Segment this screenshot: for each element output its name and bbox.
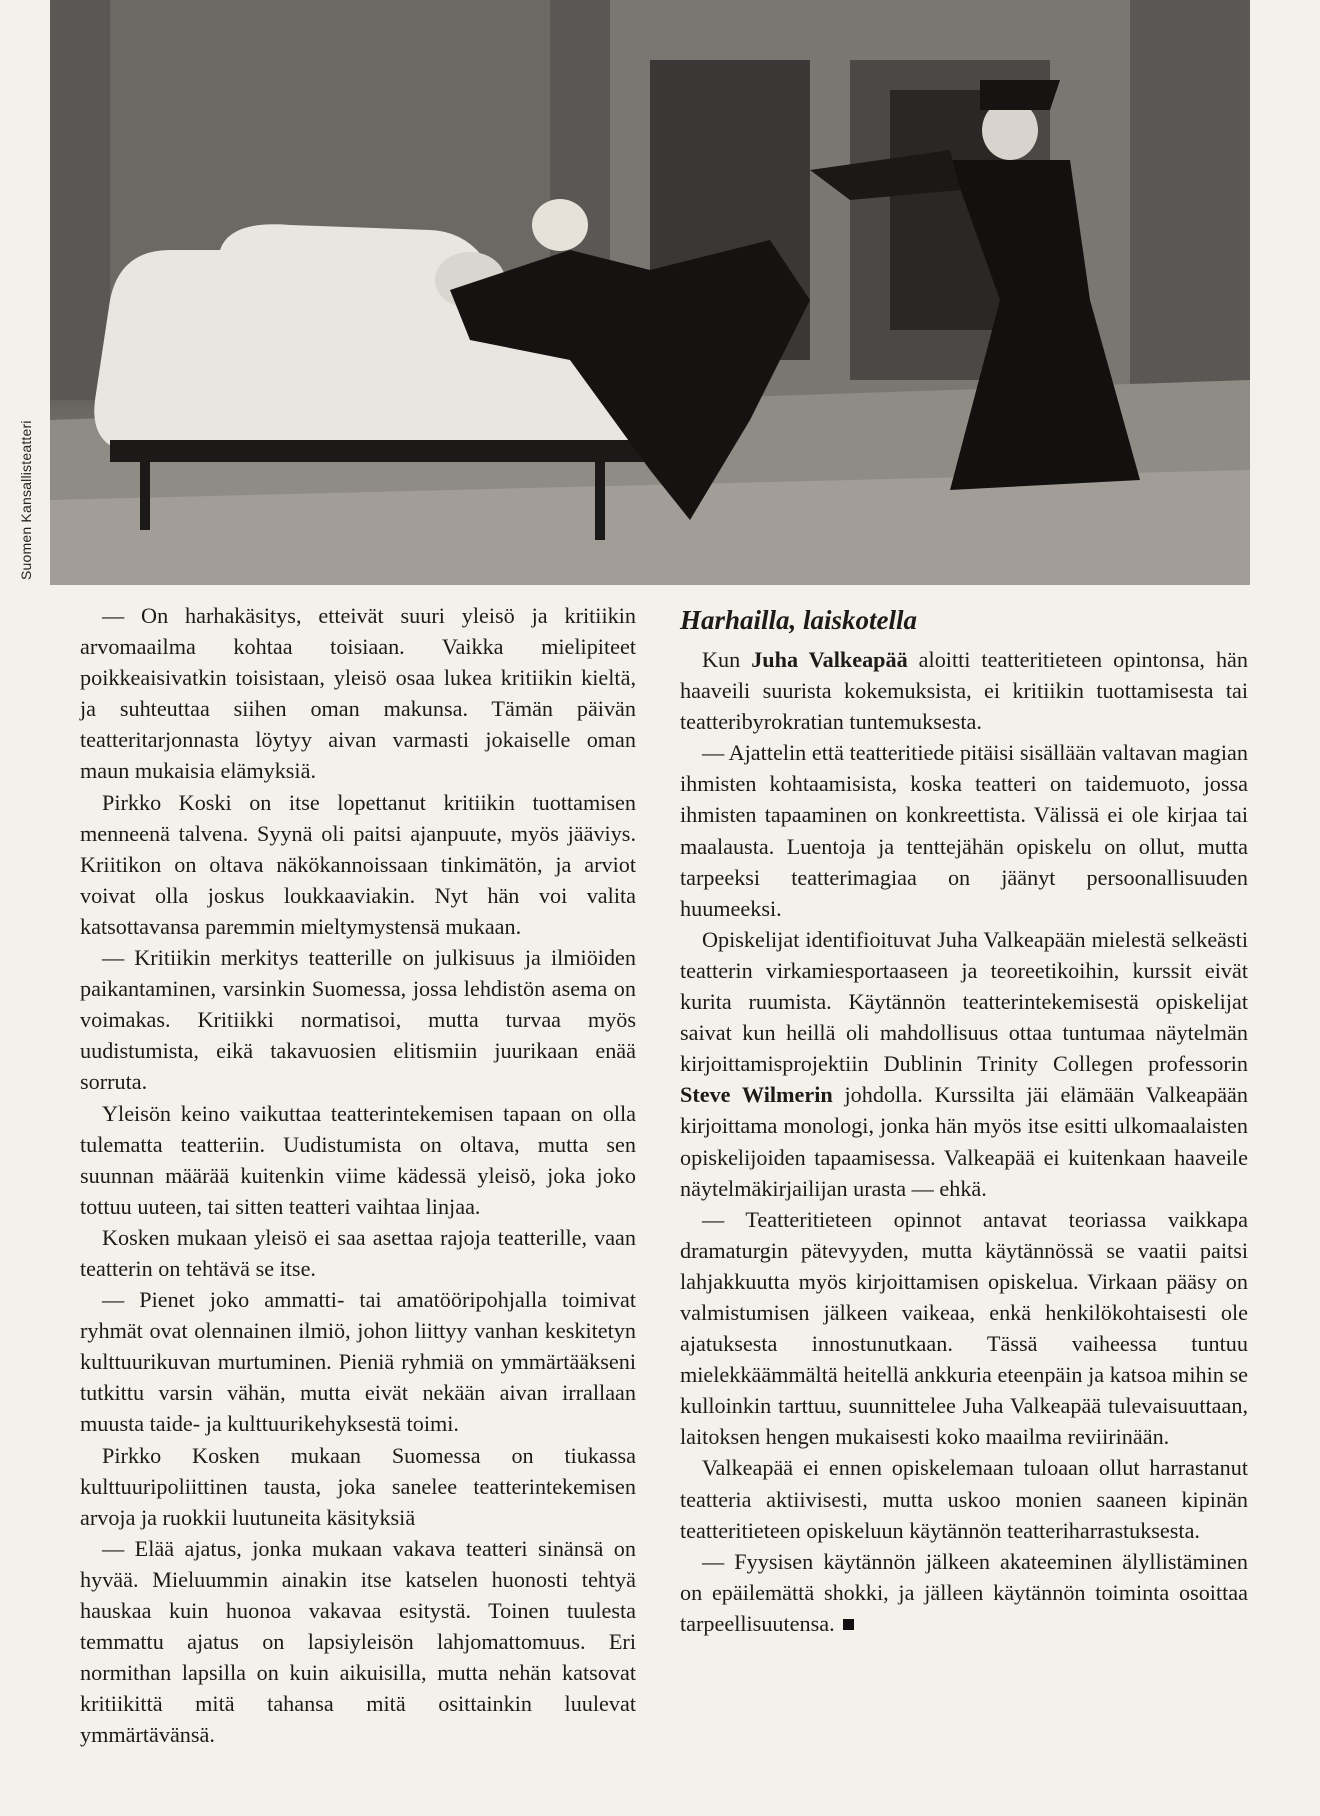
right-p1-rest: aloitti teatteritieteen opintonsa, hän haaveili suurista kokemuksista, ei kritiikin tuottamisesta tai teatteribyrokratian tuntemuksesta. xyxy=(680,647,1248,735)
right-p6-text: — Fyysisen käytännön jälkeen akateeminen älyllistäminen on epäilemättä shokki, ja jälleen käytännön toiminta osoittaa tarpeellisuutensa. xyxy=(680,1548,1248,1636)
right-paragraph-6 xyxy=(680,1546,1248,1639)
right-paragraph-3 xyxy=(680,924,1248,1204)
left-paragraph-5: Kosken mukaan yleisö ei saa asettaa rajoja teatterille, vaan teatterin on tehtävä se itse. xyxy=(80,1224,636,1281)
left-paragraph-2: Pirkko Koski on itse lopettanut kritiikin tuottamisen menneenä talvena. Syynä oli paitsi ajanpuute, myös jääviys. Kriitikon on oltava näkökannoissaan tinkimätön, ja arviot voivat olla joskus loukkaaviakin. Nyt hän voi valita katsottavansa paremmin mieltymystensä mukaan. xyxy=(80,789,636,939)
right-paragraph-2: — Ajattelin että teatteritiede pitäisi sisällään valtavan magian ihmisten kohtaamisista, koska teatteri on taidemuoto, jossa ihmisten tapaaminen on konkreettista. Välissä ei ole kirjaa tai maalausta. Luentoja ja tenttejähän opiskelu on ollut, mutta tarpeeksi teatterimagiaa on jäänyt persoonallisuuden huumeeksi. xyxy=(680,740,1248,921)
person-name-steve: Steve Wilmerin xyxy=(680,1082,833,1108)
stage-photo xyxy=(50,0,1250,585)
right-p1-lead: Kun xyxy=(702,647,752,672)
left-column xyxy=(80,600,636,1750)
left-paragraph-6: — Pienet joko ammatti- tai amatööripohjalla toimivat ryhmät ovat olennainen ilmiö, johon liittyy vanhan keskitetyn kulttuurikuvan murtuminen. Pieniä ryhmiä on ymmärtääkseni tutkittu varsin vähän, mutta eivät nekään aivan irrallaan muusta taide- ja kulttuurikehyksestä toimi. xyxy=(80,1287,636,1437)
left-paragraph-4: Yleisön keino vaikuttaa teatterintekemisen tapaan on olla tulematta teatteriin. Uudistumista on oltava, mutta sen suunnan määrää kuitenkin viime kädessä yleisö, joka joko tottuu uuteen, tai sitten teatteri vaihtaa linjaa. xyxy=(80,1100,636,1219)
right-p3-lead: Opiskelijat identifioituvat Juha Valkeapään mielestä selkeästi teatterin virkamiesportaaseen ja teoreetikoihin, kurssit eivät kurita ruumista. Käytännön teatterintekemisestä opiskelijat saivat kun heillä oli mahdollisuus ottaa tuntumaa näytelmän kirjoittamisprojektiin Dublinin Trinity Collegen professorin xyxy=(680,926,1248,1077)
right-column xyxy=(680,600,1248,1639)
right-paragraph-5: Valkeapää ei ennen opiskelemaan tuloaan ollut harrastanut teatteria aktiivisesti, mutta uskoo monien saaneen kipinän teatteritieteen opiskeluun käytännön teatteriharrastuksesta. xyxy=(680,1455,1248,1543)
right-p3-rest: johdolla. Kurssilta jäi elämään Valkeapään kirjoittama monologi, jonka hän myös itse esitti ulkomaalaisten opiskelijoiden tapaamisessa. Valkeapää ei kuitenkaan haaveile näytelmäkirjailijan urasta — ehkä. xyxy=(680,1082,1248,1201)
end-of-article-icon xyxy=(843,1619,854,1630)
right-paragraph-4: — Teatteritieteen opinnot antavat teoriassa vaikkapa dramaturgin pätevyyden, mutta käytännössä se vaatii paitsi lahjakkuutta myös kirjoittamisen opiskelua. Virkaan pääsy on valmistumisen jälkeen vaikeaa, enkä henkilökohtaisesti ole ajatuksesta innostunutkaan. Tässä vaiheessa tuntuu mielekkäämmältä heitellä ankkuria eteenpäin ja katsoa mihin se kulloinkin tarttuu, suunnittelee Juha Valkeapää tulevaisuuttaan, laitoksen hengen mukaisesti koko maailma reviirinään. xyxy=(680,1206,1248,1450)
section-subheading: Harhailla, laiskotella xyxy=(680,605,918,635)
left-paragraph-1: — On harhakäsitys, etteivät suuri yleisö ja kritiikin arvomaailma kohtaa toisiaan. Vaikka mielipiteet poikkeaisivatkin toisistaan, yleisö osaa lukea kritiikin kieltä, ja suhteuttaa siihen oman makunsa. Tämän päivän teatteritarjonnasta löytyy aivan varmasti jokaiselle oman maun mukaisia elämyksiä. xyxy=(80,603,636,784)
stage-photo-illustration xyxy=(50,0,1250,585)
right-paragraph-1 xyxy=(680,644,1248,737)
left-paragraph-8: — Elää ajatus, jonka mukaan vakava teatteri sinänsä on hyvää. Mieluummin ainakin itse katselen huonosti tehtyä hauskaa kuin huonoa vakavaa esitystä. Toinen tuulesta temmattu ajatus on lapsiyleisön lahjomattomuus. Eri normithan lapsilla on kuin aikuisilla, mutta nehän katsovat kritiikittä mitä tahansa mitä osittainkin luulevat ymmärtävänsä. xyxy=(80,1535,636,1748)
photo-credit: Suomen Kansallisteatteri xyxy=(18,420,34,580)
left-paragraph-3: — Kritiikin merkitys teatterille on julkisuus ja ilmiöiden paikantaminen, varsinkin Suomessa, jossa lehdistön asema on voimakas. Kritiikki normatisoi, mutta turvaa myös uudistumista, eikä takavuosien elitismiin juurikaan enää sorruta. xyxy=(80,945,636,1095)
person-name-juha: Juha Valkeapää xyxy=(751,647,908,672)
left-paragraph-7: Pirkko Kosken mukaan Suomessa on tiukassa kulttuuripoliittinen tausta, joka sanelee teatterintekemisen arvoja ja ruokkii luutuneita käsityksiä xyxy=(80,1442,636,1530)
